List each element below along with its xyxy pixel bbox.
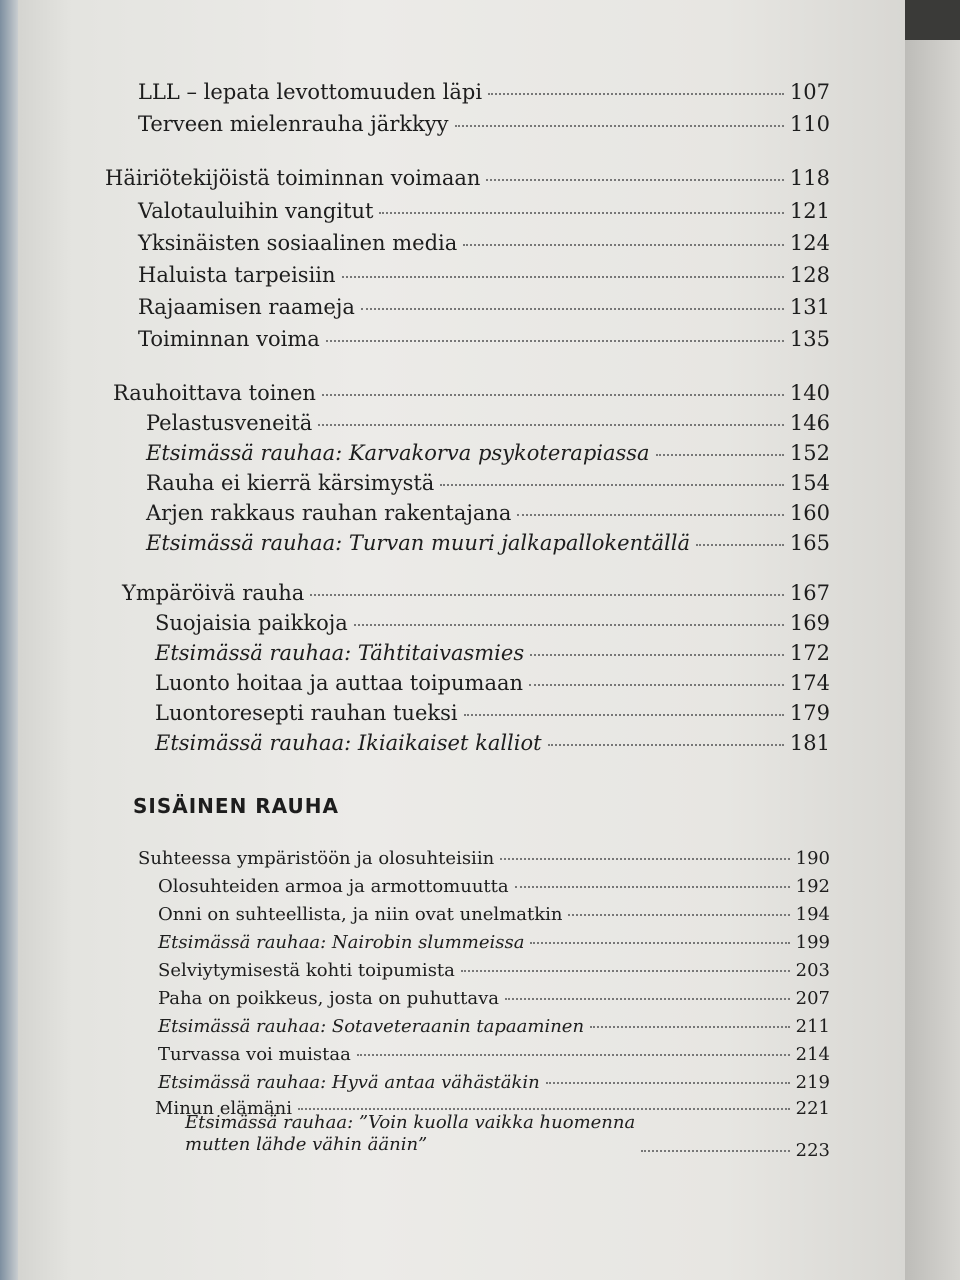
toc-entry — [155, 731, 830, 755]
leader-dots — [318, 424, 784, 426]
entry-title: Luontoresepti rauhan tueksi — [155, 701, 458, 725]
toc-entry — [138, 295, 830, 319]
entry-title: Ympäröivä rauha — [122, 581, 305, 605]
entry-title: Turvassa voi muistaa — [158, 1044, 351, 1065]
entry-title: Suojaisia paikkoja — [155, 611, 348, 635]
leader-dots — [515, 886, 790, 888]
page-number: 152 — [789, 441, 830, 465]
entry-title: Terveen mielenrauha järkkyy — [138, 112, 449, 136]
entry-title: Onni on suhteellista, ja niin ovat unelmatkin — [158, 904, 563, 925]
toc-entry — [158, 932, 830, 953]
toc-entry — [146, 441, 830, 465]
toc-entry — [158, 988, 830, 1009]
page-number: 203 — [795, 960, 830, 981]
entry-title: LLL – lepata levottomuuden läpi — [138, 80, 483, 104]
entry-title: Etsimässä rauhaa: Sotaveteraanin tapaaminen — [158, 1016, 585, 1037]
leader-dots — [298, 1108, 790, 1110]
toc-entry — [138, 263, 830, 287]
entry-title: Arjen rakkaus rauhan rakentajana — [146, 501, 512, 525]
page-number: 118 — [789, 166, 830, 190]
leader-dots — [461, 970, 790, 972]
toc-entry — [146, 411, 830, 435]
leader-dots — [530, 654, 784, 656]
toc-entry — [158, 876, 830, 897]
page-number: 169 — [789, 611, 830, 635]
entry-title: Etsimässä rauhaa: Nairobin slummeissa — [158, 932, 525, 953]
entry-title: Yksinäisten sosiaalinen media — [138, 231, 458, 255]
page-edge — [0, 0, 18, 1280]
page-number: 154 — [789, 471, 830, 495]
leader-dots — [379, 212, 783, 214]
entry-title-continued: mutten lähde vähin äänin” — [185, 1134, 428, 1155]
page-number: 110 — [789, 112, 830, 136]
leader-dots — [464, 714, 784, 716]
leader-dots — [361, 308, 784, 310]
leader-dots — [357, 1054, 790, 1056]
leader-dots — [548, 744, 784, 746]
toc-entry — [158, 1072, 830, 1093]
page-number: 167 — [789, 581, 830, 605]
leader-dots — [568, 914, 789, 916]
next-pages-edge — [905, 40, 960, 1280]
leader-dots — [486, 179, 783, 181]
entry-title: Valotauluihin vangitut — [138, 199, 374, 223]
toc-entry — [155, 671, 830, 695]
leader-dots — [517, 514, 783, 516]
page-number: 121 — [789, 199, 830, 223]
toc-entry — [138, 327, 830, 351]
page-number: 179 — [789, 701, 830, 725]
page-number: 107 — [789, 80, 830, 104]
leader-dots — [696, 544, 784, 546]
entry-title: Etsimässä rauhaa: Tähtitaivasmies — [155, 641, 525, 665]
entry-title: Rauhoittava toinen — [113, 381, 316, 405]
section-heading: SISÄINEN RAUHA — [133, 794, 339, 818]
page-number: 160 — [789, 501, 830, 525]
toc-entry — [105, 166, 830, 190]
toc-entry — [155, 641, 830, 665]
entry-title: Olosuhteiden armoa ja armottomuutta — [158, 876, 509, 897]
page-number: 211 — [795, 1016, 830, 1037]
page-number: 192 — [795, 876, 830, 897]
leader-dots — [500, 858, 789, 860]
entry-title: Selviytymisestä kohti toipumista — [158, 960, 455, 981]
page-number: 190 — [795, 848, 830, 869]
entry-title: Häiriötekijöistä toiminnan voimaan — [105, 166, 481, 190]
page-number: 223 — [795, 1140, 830, 1161]
leader-dots — [505, 998, 790, 1000]
leader-dots — [322, 394, 784, 396]
leader-dots — [342, 276, 784, 278]
entry-title: Rauha ei kierrä kärsimystä — [146, 471, 435, 495]
page-number: 221 — [795, 1098, 830, 1119]
leader-dots — [488, 93, 784, 95]
entry-title: Rajaamisen raameja — [138, 295, 355, 319]
toc-entry — [138, 199, 830, 223]
page-number: 194 — [795, 904, 830, 925]
entry-title: Minun elämäni — [155, 1098, 292, 1119]
entry-title: Toiminnan voima — [138, 327, 320, 351]
page-number: 131 — [789, 295, 830, 319]
toc-entry — [158, 1044, 830, 1065]
page-number: 219 — [795, 1072, 830, 1093]
toc-entry — [122, 581, 830, 605]
toc-entry — [158, 1016, 830, 1037]
leader-dots — [529, 684, 784, 686]
page-number: 214 — [795, 1044, 830, 1065]
toc-entry — [155, 611, 830, 635]
leader-dots — [310, 594, 784, 596]
leader-dots — [590, 1026, 790, 1028]
toc-entry — [146, 501, 830, 525]
toc-entry — [113, 381, 830, 405]
leader-dots — [530, 942, 789, 944]
entry-title: Etsimässä rauhaa: Ikiaikaiset kalliot — [155, 731, 542, 755]
leader-dots — [546, 1082, 790, 1084]
entry-title: Etsimässä rauhaa: Karvakorva psykoterapiassa — [146, 441, 650, 465]
toc-entry — [138, 231, 830, 255]
entry-title: Etsimässä rauhaa: Hyvä antaa vähästäkin — [158, 1072, 540, 1093]
leader-dots — [354, 624, 784, 626]
toc-entry — [155, 701, 830, 725]
toc-entry — [138, 80, 830, 104]
page-number: 128 — [789, 263, 830, 287]
toc-entry — [138, 112, 830, 136]
entry-title: Haluista tarpeisiin — [138, 263, 336, 287]
entry-title: Pelastusveneitä — [146, 411, 313, 435]
leader-dots — [641, 1150, 789, 1152]
toc-entry — [146, 471, 830, 495]
page-number: 135 — [789, 327, 830, 351]
page-number: 172 — [789, 641, 830, 665]
page-number: 165 — [789, 531, 830, 555]
page-number: 140 — [789, 381, 830, 405]
page-number: 174 — [789, 671, 830, 695]
entry-title: Luonto hoitaa ja auttaa toipumaan — [155, 671, 524, 695]
page-number: 199 — [795, 932, 830, 953]
leader-dots — [455, 125, 784, 127]
toc-entry — [158, 960, 830, 981]
entry-title: Etsimässä rauhaa: Turvan muuri jalkapallokentällä — [146, 531, 691, 555]
toc-entry — [158, 904, 830, 925]
leader-dots — [463, 244, 784, 246]
toc-entry — [146, 531, 830, 555]
page-number: 124 — [789, 231, 830, 255]
entry-title: Etsimässä rauhaa: ”Voin kuolla vaikka huomenna — [185, 1112, 636, 1133]
page-number: 181 — [789, 731, 830, 755]
page-number: 146 — [789, 411, 830, 435]
toc-entry — [138, 848, 830, 869]
leader-dots — [656, 454, 784, 456]
leader-dots — [440, 484, 784, 486]
entry-title: Paha on poikkeus, josta on puhuttava — [158, 988, 499, 1009]
page-number: 207 — [795, 988, 830, 1009]
entry-title: Suhteessa ympäristöön ja olosuhteisiin — [138, 848, 495, 869]
leader-dots — [326, 340, 784, 342]
